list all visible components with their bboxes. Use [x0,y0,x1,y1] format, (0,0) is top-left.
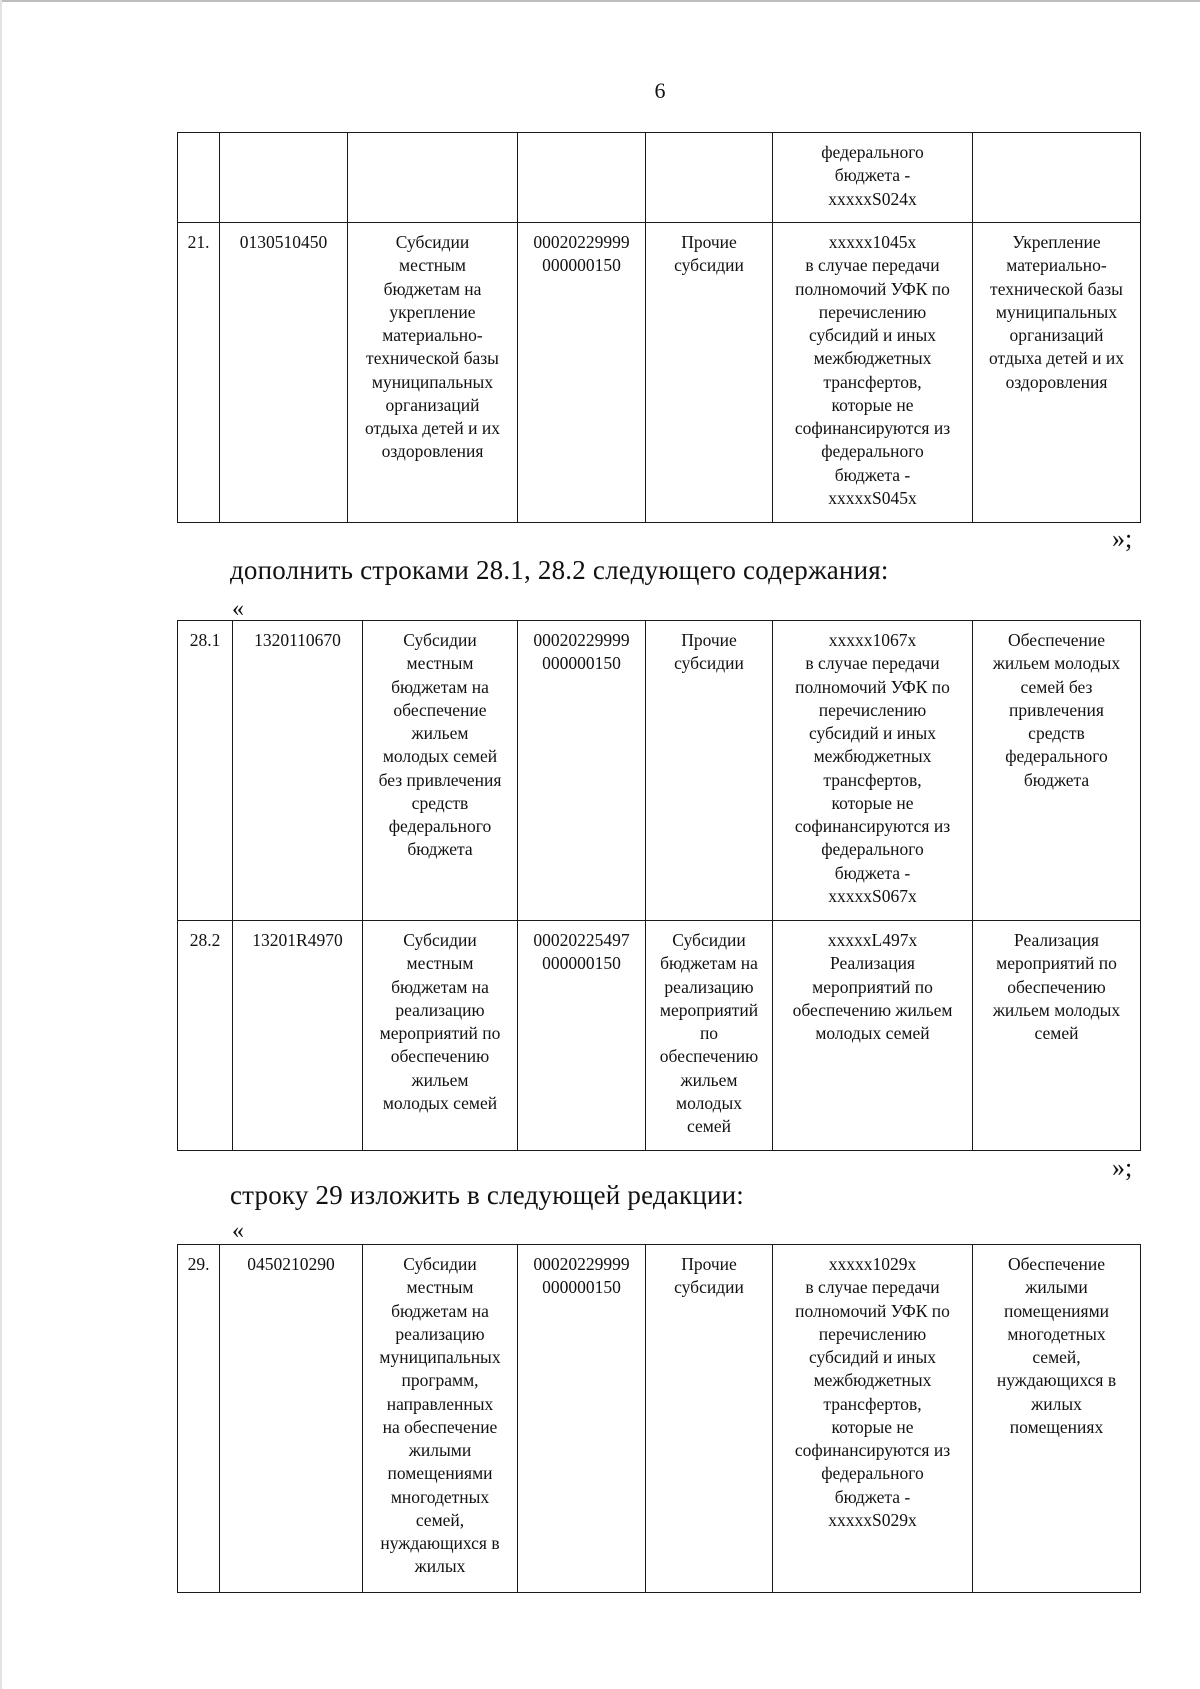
table-row [178,621,1141,921]
instruction-text: дополнить строками 28.1, 28.2 следующего содержания: [230,555,889,585]
cell-num [178,133,220,223]
table-row [178,133,1141,223]
table-middle [177,620,1141,1151]
cell-name [348,133,518,223]
cell-code [220,133,348,223]
cell-kbk-name: Субсидии бюджетам на реализацию мероприятий по обеспечению жильем молодых семей [646,921,773,1151]
cell-purpose: Обеспечение жилыми помещениями многодетных семей, нуждающихся в жилых помещениях [973,1245,1141,1593]
cell-kbk-name: Прочие субсидии [646,1245,773,1593]
table-top [177,132,1141,523]
cell-kbk: 00020225497 000000150 [518,921,646,1151]
cell-num: 21. [178,223,220,523]
cell-kbk: 00020229999 000000150 [518,621,646,921]
closing-quote: »; [1112,1153,1133,1182]
cell-code: 0130510450 [220,223,348,523]
cell-code-fk: xxxxx1045x в случае передачи полномочий УФК по перечислению субсидий и иных межбюджетных трансфертов, которые не софинансируются из федерального бюджета - xxxxxS045x [773,223,973,523]
cell-kbk-name [646,133,773,223]
cell-purpose [973,133,1141,223]
cell-name: Субсидии местным бюджетам на реализацию мероприятий по обеспечению жильем молодых семей [363,921,518,1151]
cell-num: 29. [178,1245,220,1593]
table-bottom [177,1244,1141,1593]
cell-code-fk: федерального бюджета - xxxxxS024x [773,133,973,223]
page-number: 6 [654,78,666,103]
cell-name: Субсидии местным бюджетам на укрепление материально- технической базы муниципальных организаций отдыха детей и их оздоровления [348,223,518,523]
cell-kbk: 00020229999 000000150 [518,1245,646,1593]
cell-kbk: 00020229999 000000150 [518,223,646,523]
cell-code: 13201R4970 [233,921,363,1151]
cell-code: 1320110670 [233,621,363,921]
cell-num: 28.2 [178,921,233,1151]
cell-purpose: Укрепление материально- технической базы муниципальных организаций отдыха детей и их оздоровления [973,223,1141,523]
opening-quote: « [232,1218,244,1244]
cell-code-fk: xxxxx1029x в случае передачи полномочий УФК по перечислению субсидий и иных межбюджетных трансфертов, которые не софинансируются из федерального бюджета - xxxxxS029x [773,1245,973,1593]
closing-quote: »; [1112,524,1133,553]
cell-name: Субсидии местным бюджетам на реализацию муниципальных программ, направленных на обеспечение жилыми помещениями многодетных семей, нуждающихся в жилых [363,1245,518,1593]
cell-kbk [518,133,646,223]
cell-name: Субсидии местным бюджетам на обеспечение жильем молодых семей без привлечения средств федерального бюджета [363,621,518,921]
cell-purpose: Реализация мероприятий по обеспечению жильем молодых семей [973,921,1141,1151]
cell-purpose: Обеспечение жильем молодых семей без привлечения средств федерального бюджета [973,621,1141,921]
table-row [178,1245,1141,1593]
table-row [178,921,1141,1151]
cell-num: 28.1 [178,621,233,921]
cell-kbk-name: Прочие субсидии [646,621,773,921]
cell-code-fk: xxxxx1067x в случае передачи полномочий УФК по перечислению субсидий и иных межбюджетных трансфертов, которые не софинансируются из федерального бюджета - xxxxxS067x [773,621,973,921]
table-row [178,223,1141,523]
opening-quote: « [232,596,244,622]
cell-kbk-name: Прочие субсидии [646,223,773,523]
scan-edge [0,0,1200,2]
instruction-text: строку 29 изложить в следующей редакции: [230,1180,745,1210]
scan-edge [0,0,2,1689]
cell-code: 0450210290 [220,1245,363,1593]
cell-code-fk: xxxxxL497x Реализация мероприятий по обеспечению жильем молодых семей [773,921,973,1151]
